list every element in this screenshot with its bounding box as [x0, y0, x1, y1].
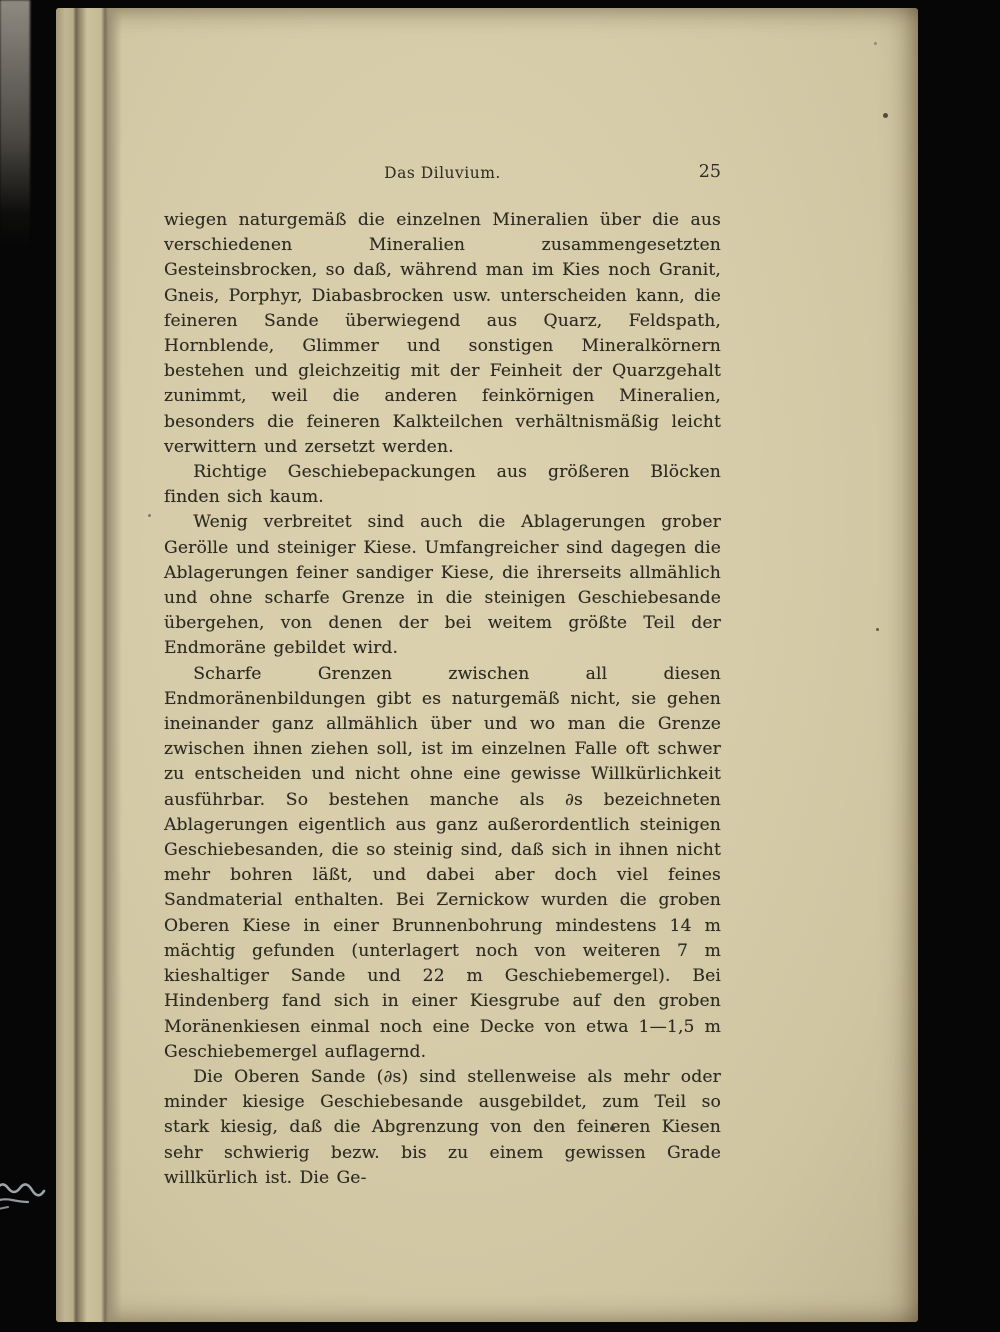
- paragraph: Wenig verbreitet sind auch die Ablagerungen grober Gerölle und steiniger Kiese. Umfangreicher sind dagegen die Ablagerungen feiner sandiger Kiese, die ihrerseits allmählich und ohne scharfe Grenze in die steinigen Geschiebesande übergehen, von denen der bei weitem größte Teil der Endmoräne gebildet wird.: [164, 512, 721, 659]
- running-title: Das Diluvium.: [384, 164, 501, 182]
- page-number: 25: [698, 162, 721, 182]
- body-text: [164, 208, 721, 1191]
- paragraph: Die Oberen Sande (∂s) sind stellenweise als mehr oder minder kiesige Geschiebesande ausgebildet, zum Teil so stark kiesig, daß die Abgrenzung von den feineren Kiesen sehr schwierig bezw. bis zu einem gewissen Grade willkürlich ist. Die Ge-: [164, 1066, 721, 1188]
- paragraph: Richtige Geschiebepackungen aus größeren Blöcken finden sich kaum.: [164, 462, 721, 508]
- book-page: [56, 8, 918, 1322]
- adjacent-page-edge: [0, 0, 30, 252]
- handwritten-mark: [0, 1176, 66, 1212]
- book-gutter: [56, 8, 122, 1322]
- scan-dust-specks: [0, 0, 3, 3]
- page-content: [164, 164, 721, 1191]
- page-header: [164, 164, 721, 186]
- paragraph: wiegen naturgemäß die einzelnen Mineralien über die aus verschiedenen Mineralien zusammengesetzten Gesteinsbrocken, so daß, während man im Kies noch Granit, Gneis, Porphyr, Diabasbrocken usw. unterscheiden kann, die feineren Sande überwiegend aus Quarz, Feldspath, Hornblende, Glimmer und sonstigen Mineralkörnern bestehen und gleichzeitig mit der Feinheit der Quarzgehalt zunimmt, weil die anderen feinkörnigen Mineralien, besonders die feineren Kalkteilchen verhältnismäßig leicht verwittern und zersetzt werden.: [164, 210, 721, 457]
- paragraph: Scharfe Grenzen zwischen all diesen Endmoränenbildungen gibt es naturgemäß nicht, sie gehen ineinander ganz allmählich über und wo man die Grenze zwischen ihnen ziehen soll, ist im einzelnen Falle oft schwer zu entscheiden und nicht ohne eine gewisse Willkürlichkeit ausführbar. So bestehen manche als ∂s bezeichneten Ablagerungen eigentlich aus ganz außerordentlich steinigen Geschiebesanden, die so steinig sind, daß sich in ihnen nicht mehr bohren läßt, und dabei aber doch viel feines Sandmaterial enthalten. Bei Zernickow wurden die groben Oberen Kiese in einer Brunnenbohrung mindestens 14 m mächtig gefunden (unterlagert noch von weiteren 7 m kieshaltiger Sande und 22 m Geschiebemergel). Bei Hindenberg fand sich in einer Kiesgrube auf den groben Moränenkiesen einmal noch eine Decke von etwa 1—1,5 m Geschiebemergel auflagernd.: [164, 663, 721, 1062]
